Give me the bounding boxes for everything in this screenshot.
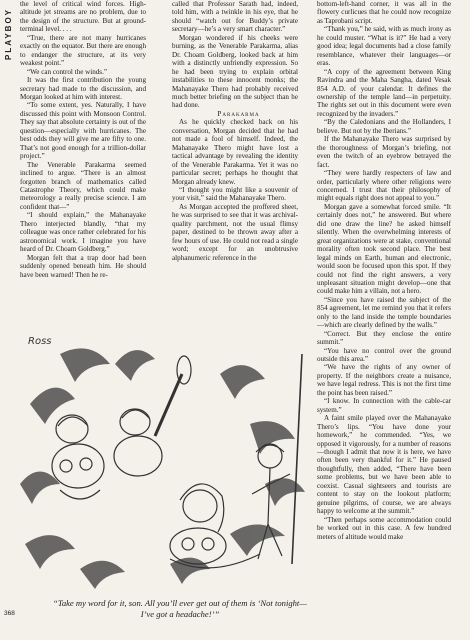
cartoon-illustration bbox=[20, 334, 310, 596]
paragraph: As he quickly checked back on his conversation, Morgan decided that he had not made a fool of himself. Indeed, the Mahanayake Thero might have lost a tactical advantage by revealing the identity of the Venerable Parakarma. Yet it was no particular secret; perhaps he thought that Morgan already knew. bbox=[172, 118, 298, 186]
paragraph: “We have the rights of any owner of property. If the neighbors create a nuisance, we have legal redress. This is not the first time the point has been raised.” bbox=[317, 363, 451, 397]
page-number: 368 bbox=[4, 610, 15, 617]
cartoon-caption: “Take my word for it, son. All you’ll ever get out of them is ‘Not tonight—I’ve got a headache!’” bbox=[53, 598, 307, 619]
paragraph: “By the Caledonians and the Hollanders, I believe. But not by the Iberians.” bbox=[317, 118, 451, 135]
text-column-2 bbox=[172, 0, 298, 287]
text-column-1 bbox=[20, 0, 146, 338]
paragraph: Morgan wondered if his cheeks were burning, as the Venerable Parakarma, alias Dr. Choam Goldberg, looked back at him with a distinctly unfriendly expression. So he had been trying to explain orbital instabilities to these innocent monks; the Mahanayake Thero had probably received much better briefing on the subject than he had done. bbox=[172, 33, 298, 110]
paragraph: “I should explain,” the Mahanayake Thero interjected blandly, “that my colleague was once rather celebrated for his astronomical work. I imagine you have heard of Dr. Choam Goldberg.” bbox=[20, 211, 146, 254]
foliage-shapes bbox=[20, 348, 305, 589]
paragraph: bottom-left-hand corner, it was all in the flowery curlicues that he could now recognize as Taprobani script. bbox=[317, 0, 451, 25]
paragraph: “True, there are not many hurricanes exactly on the equator. But there are enough to endanger the structure, at its very weakest point.” bbox=[20, 33, 146, 68]
paragraph: Morgan gave a somewhat forced smile. “It certainly does not,” he answered. But where did one draw the line? he asked himself silently. When the overwhelming interests of great organizations were at stake, conventional morality often took second place. The best legal minds on Earth, human and electronic, would soon be focused upon this spot. If they could not find the right answers, a very unpleasant situation might develop—one that could make him a villain, not a hero. bbox=[317, 202, 451, 296]
paragraph: A faint smile played over the Mahanayake Thero’s lips. “You have done your homework,” he commended. “Yes, we opposed it vigorously, for a number of reasons—though I admit that now it is here, we have often been very thankful for it.” He paused thoughtfully, then added, “There have been some problems, but we have been able to coexist. Casual sightseers and tourists are content to stay on the lookout platform; genuine pilgrims, of course, we are always happy to welcome at the summit.” bbox=[317, 414, 451, 516]
paragraph: As Morgan accepted the proffered sheet, he was surprised to see that it was archival-quality parchment, not the usual flimsy paper, destined to be thrown away after a few hours of use. He could not read a single word; except for an unobtrusive alphanumeric reference in the bbox=[172, 202, 298, 262]
ink-lines bbox=[52, 354, 302, 568]
paragraph: Morgan felt that a trap door had been suddenly opened beneath him. He should have been warned! Then he re- bbox=[20, 253, 146, 279]
artist-signature: Ross bbox=[28, 336, 52, 347]
paragraph: “Correct. But they enclose the entire summit.” bbox=[317, 329, 451, 347]
magazine-side-label: PLAYBOY bbox=[4, 8, 13, 60]
paragraph: the level of critical wind forces. High-altitude jet streams are no problem, due to the design of the structure. But at ground-terminal level. . . . bbox=[20, 0, 146, 34]
paragraph: called that Professor Sarath had, indeed, told him, with a twinkle in his eye, that he should “watch out for Buddy’s private secretary—he’s a very smart character.” bbox=[172, 0, 298, 34]
paragraph: “We can control the winds.” bbox=[27, 67, 107, 76]
paragraph: “They were hardly respecters of law and order, particularly where other religions were concerned. I trust that their philosophy of might equals right does not appeal to you.” bbox=[317, 169, 451, 203]
paragraph: “To some extent, yes. Naturally, I have discussed this point with Monsoon Control. They say that absolute certainty is out of the question—especially with hurricanes. The best odds they will give me are fifty to one. That’s not good enough for a trillion-dollar project.” bbox=[20, 101, 146, 161]
paragraph: The Venerable Parakarma seemed inclined to argue. “There is an almost forgotten branch of mathematics called Catastrophe Theory, which could make meteorology a really precise science. I am confident that—” bbox=[20, 160, 146, 211]
paragraph: It was the first contribution the young secretary had made to the discussion, and Morgan looked at him with interest. bbox=[20, 76, 146, 101]
paragraph: “Thank you,” he said, with as much irony as he could muster. “What is it?” He had a very good idea; legal documents had a close family resemblance, whatever their languages—or eras. bbox=[317, 25, 451, 68]
paragraph: “You have no control over the ground outside this area.” bbox=[317, 346, 451, 364]
section-heading: Parakarma bbox=[217, 109, 260, 118]
text-column-3 bbox=[317, 0, 451, 636]
paragraph: “I thought you might like a souvenir of your visit,” said the Mahanayake Thero. bbox=[172, 185, 298, 203]
paragraph: “A copy of the agreement between King Ravindra and the Maha Sangha, dated Vesak 854 A.D. of your calendar. It defines the ownership of the temple land—in perpetuity. The rights set out in this document were even recognized by the invaders.” bbox=[317, 67, 451, 118]
paragraph: “Then perhaps some accommodation could be worked out in this case. A few hundred meters of altitude would make bbox=[317, 515, 451, 541]
paragraph: “Since you have raised the subject of the 854 agreement, let me remind you that it refers only to the land inside the temple boundaries—which are clearly defined by the walls.” bbox=[317, 295, 451, 330]
paragraph: If the Mahanayake Thero was surprised by the thoroughness of Morgan’s briefing, not even the twitch of an eyebrow betrayed the fact. bbox=[317, 135, 451, 169]
paragraph: “I know. In connection with the cable-car system.” bbox=[317, 397, 451, 414]
